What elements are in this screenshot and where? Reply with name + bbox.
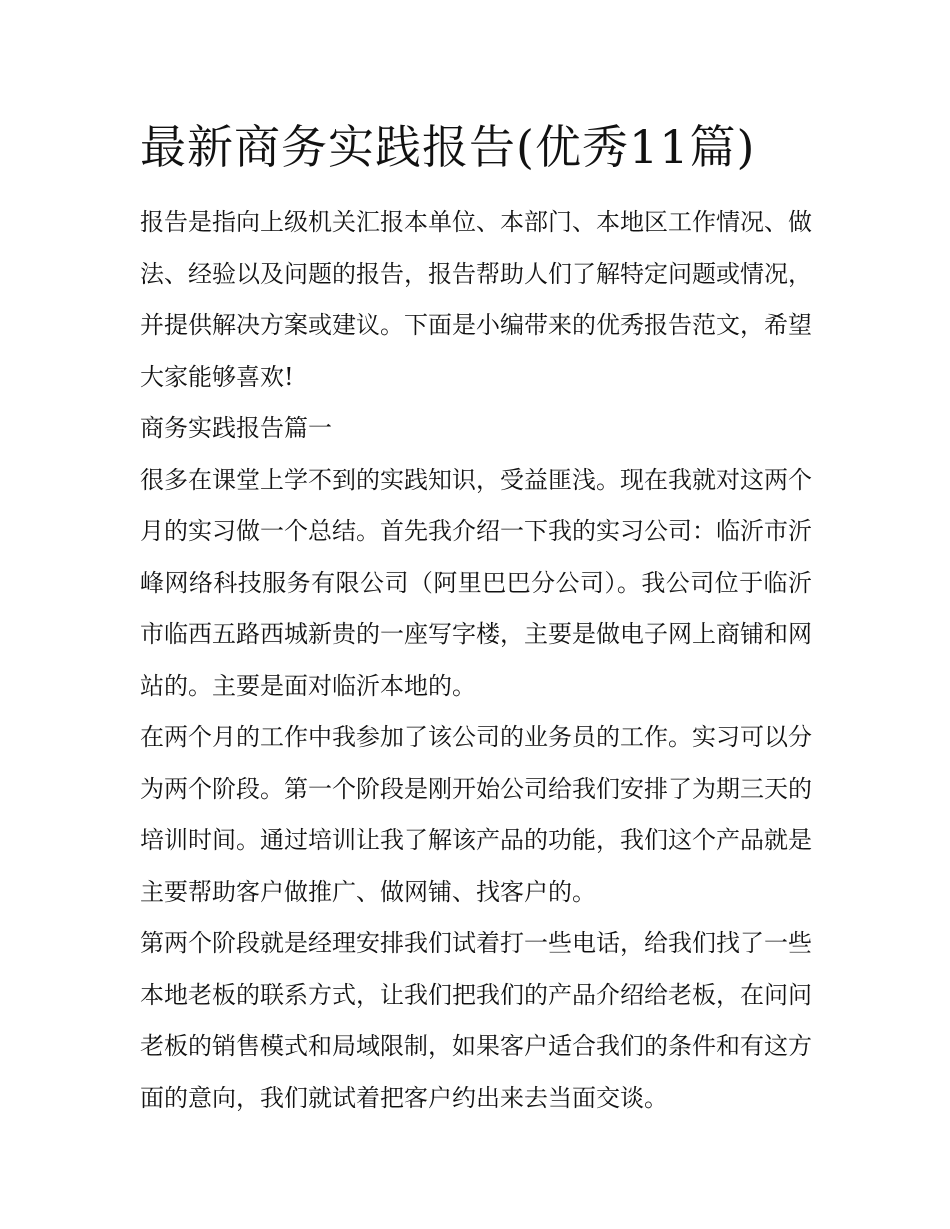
document-body <box>140 197 812 1124</box>
section-heading: 商务实践报告篇一 <box>140 414 332 442</box>
body-paragraph: 在两个月的工作中我参加了该公司的业务员的工作。实习可以分为两个阶段。第一个阶段是刚开始公司给我们安排了为期三天的培训时间。通过培训让我了解该产品的功能，我们这个产品就是主要帮助客户做推广、做网铺、找客户的。 <box>140 723 812 906</box>
intro-paragraph: 报告是指向上级机关汇报本单位、本部门、本地区工作情况、做法、经验以及问题的报告，报告帮助人们了解特定问题或情况，并提供解决方案或建议。下面是小编带来的优秀报告范文，希望大家能够喜欢! <box>140 208 812 391</box>
body-paragraph: 第两个阶段就是经理安排我们试着打一些电话，给我们找了一些本地老板的联系方式，让我们把我们的产品介绍给老板，在问问老板的销售模式和局域限制，如果客户适合我们的条件和有这方面的意向，我们就试着把客户约出来去当面交谈。 <box>140 929 812 1112</box>
document-title: 最新商务实践报告(优秀11篇) <box>140 120 756 174</box>
body-paragraph: 很多在课堂上学不到的实践知识，受益匪浅。现在我就对这两个月的实习做一个总结。首先我介绍一下我的实习公司：临沂市沂峰网络科技服务有限公司（阿里巴巴分公司）。我公司位于临沂市临西五路西城新贵的一座写字楼，主要是做电子网上商铺和网站的。主要是面对临沂本地的。 <box>140 465 812 700</box>
